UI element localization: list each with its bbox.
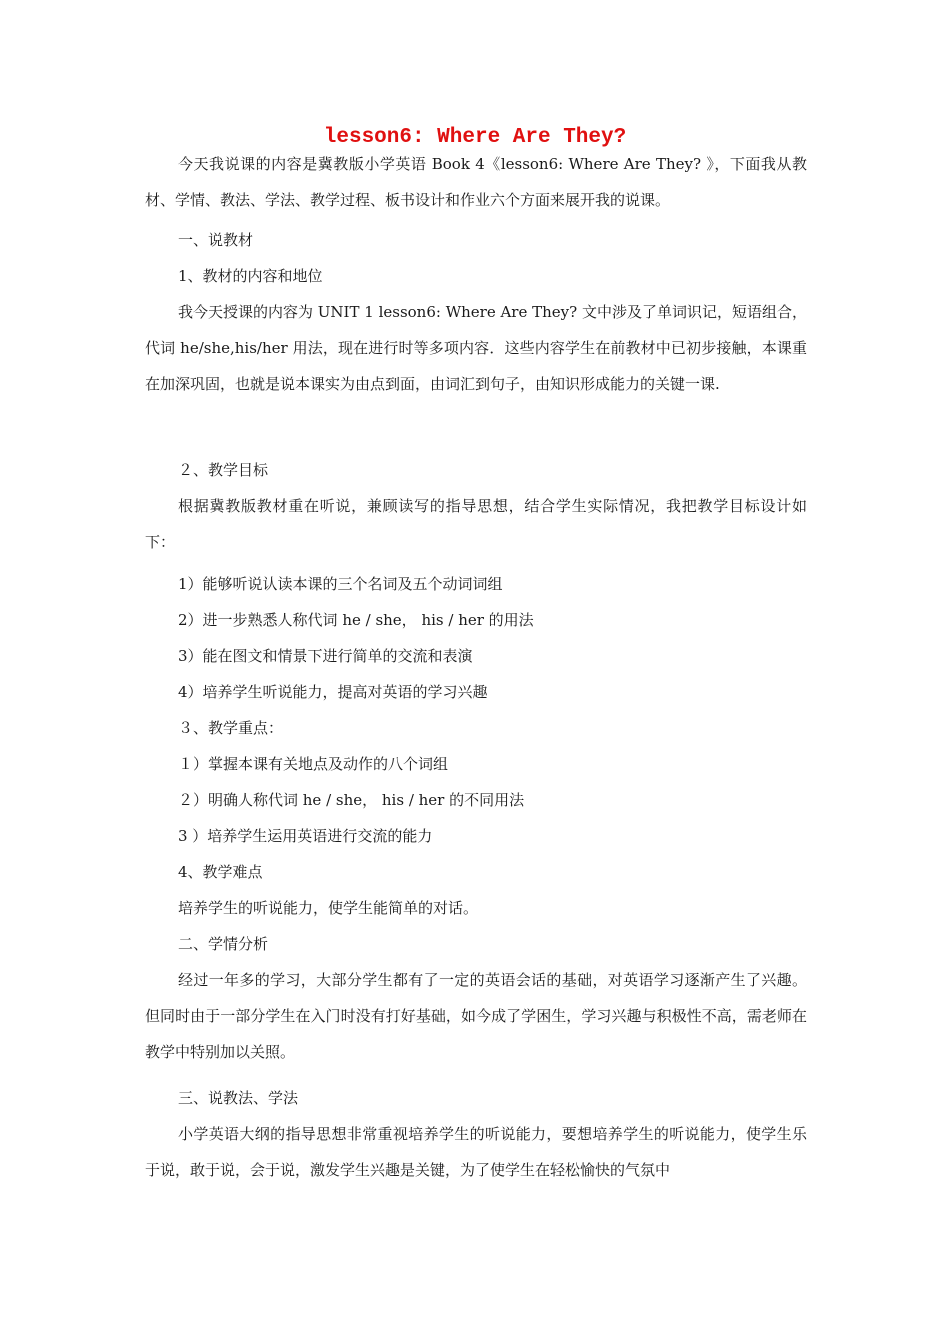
document-title: lesson6: Where Are They? <box>323 126 627 149</box>
list-item-goal-3: 3）能在图文和情景下进行简单的交流和表演 <box>178 647 473 665</box>
paragraph-intro: 今天我说课的内容是冀教版小学英语 Book 4《lesson6: Where Are They? 》，下面我从教材、学情、教法、学法、教学过程、板书设计和作业六个方面来展开我的说课。 <box>145 155 807 209</box>
paragraph-methods: 小学英语大纲的指导思想非常重视培养学生的听说能力，要想培养学生的听说能力，使学生乐于说，敢于说，会于说，激发学生兴趣是关键，为了使学生在轻松愉快的气氛中 <box>145 1125 807 1179</box>
subheading-key-points: ３、教学重点： <box>178 719 284 737</box>
list-item-goal-4: 4）培养学生听说能力，提高对英语的学习兴趣 <box>178 683 488 701</box>
list-item-key-1: １）掌握本课有关地点及动作的八个词组 <box>178 755 449 773</box>
heading-teaching-material: 一、说教材 <box>178 231 254 249</box>
paragraph-goals-intro: 根据冀教版教材重在听说，兼顾读写的指导思想，结合学生实际情况，我把教学目标设计如下： <box>145 497 807 551</box>
subheading-difficulty: 4、教学难点 <box>178 863 263 881</box>
subheading-teaching-goals: ２、教学目标 <box>178 461 269 479</box>
heading-student-analysis: 二、学情分析 <box>178 935 269 953</box>
list-item-goal-1: 1）能够听说认读本课的三个名词及五个动词词组 <box>178 575 503 593</box>
paragraph-content: 我今天授课的内容为 UNIT 1 lesson6: Where Are They? 文中涉及了单词识记，短语组合，代词 he/she,his/her 用法，现在进行时等多项内容．这些内容学生在前教材中已初步接触，本课重在加深巩固，也就是说本课实为由点到面，由词汇到句子，由知识形成能力的关键一课. <box>145 303 807 393</box>
list-item-key-2: ２）明确人称代词 he / she， his / her 的不同用法 <box>178 791 525 809</box>
paragraph-difficulty: 培养学生的听说能力，使学生能简单的对话。 <box>178 899 479 917</box>
paragraph-student-analysis: 经过一年多的学习，大部分学生都有了一定的英语会话的基础，对英语学习逐渐产生了兴趣。但同时由于一部分学生在入门时没有打好基础，如今成了学困生，学习兴趣与积极性不高，需老师在教学中特别加以关照。 <box>145 971 807 1061</box>
subheading-content-position: 1、教材的内容和地位 <box>178 267 323 285</box>
list-item-goal-2: 2）进一步熟悉人称代词 he / she， his / her 的用法 <box>178 611 534 629</box>
list-item-key-3: 3 ）培养学生运用英语进行交流的能力 <box>178 827 433 845</box>
heading-methods: 三、说教法、学法 <box>178 1089 299 1107</box>
